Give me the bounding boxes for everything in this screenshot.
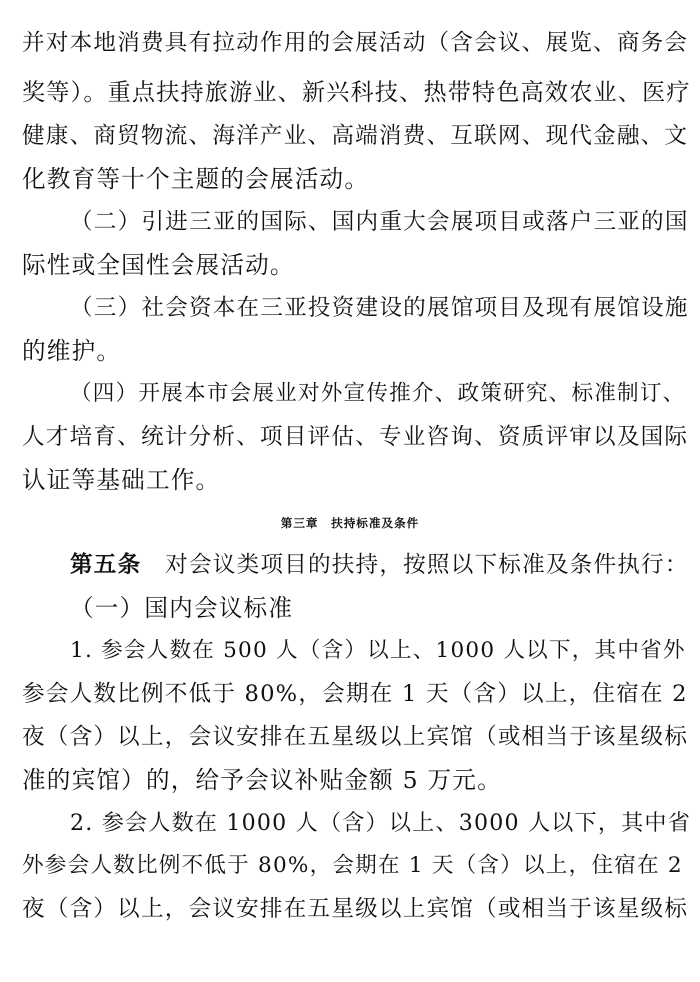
chapter-heading: 第三章 扶持标准及条件: [280, 516, 420, 530]
text-line: （二）引进三亚的国际、国内重大会展项目或落户三亚的国: [70, 209, 689, 235]
article-number: 第五条: [70, 552, 142, 578]
text-line: 参会人数比例不低于 80%，会期在 1 天（含）以上，住宿在 2: [22, 681, 688, 707]
text-line: 的维护。: [22, 337, 122, 365]
article-line: [70, 550, 689, 580]
text-line: 夜（含）以上，会议安排在五星级以上宾馆（或相当于该星级标: [22, 724, 689, 750]
text-line: 1. 参会人数在 500 人（含）以上、1000 人以下，其中省外: [70, 638, 686, 663]
text-line: 认证等基础工作。: [22, 466, 221, 494]
text-line: 准的宾馆）的，给予会议补贴金额 5 万元。: [22, 766, 502, 794]
text-line: 化教育等十个主题的会展活动。: [22, 165, 370, 193]
text-line: 际性或全国性会展活动。: [22, 251, 295, 279]
text-line: 夜（含）以上，会议安排在五星级以上宾馆（或相当于该星级标: [22, 896, 689, 922]
text-line: 2. 参会人数在 1000 人（含）以上、3000 人以下，其中省: [70, 810, 692, 836]
text-line: 人才培育、统计分析、项目评估、专业咨询、资质评审以及国际: [22, 424, 689, 450]
text-line: （四）开展本市会展业对外宣传推介、政策研究、标准制订、: [70, 381, 686, 406]
text-line: 外参会人数比例不低于 80%，会期在 1 天（含）以上，住宿在 2: [22, 853, 683, 878]
text-line: 奖等）。重点扶持旅游业、新兴科技、热带特色高效农业、医疗: [22, 80, 691, 106]
text-line: 健康、商贸物流、海洋产业、高端消费、互联网、现代金融、文: [22, 123, 689, 149]
section-heading: （一）国内会议标准: [70, 594, 294, 622]
article-text: 对会议类项目的扶持，按照以下标准及条件执行：: [141, 552, 689, 578]
text-line: 并对本地消费具有拉动作用的会展活动（含会议、展览、商务会: [22, 30, 689, 56]
text-line: （三）社会资本在三亚投资建设的展馆项目及现有展馆设施: [70, 295, 689, 321]
